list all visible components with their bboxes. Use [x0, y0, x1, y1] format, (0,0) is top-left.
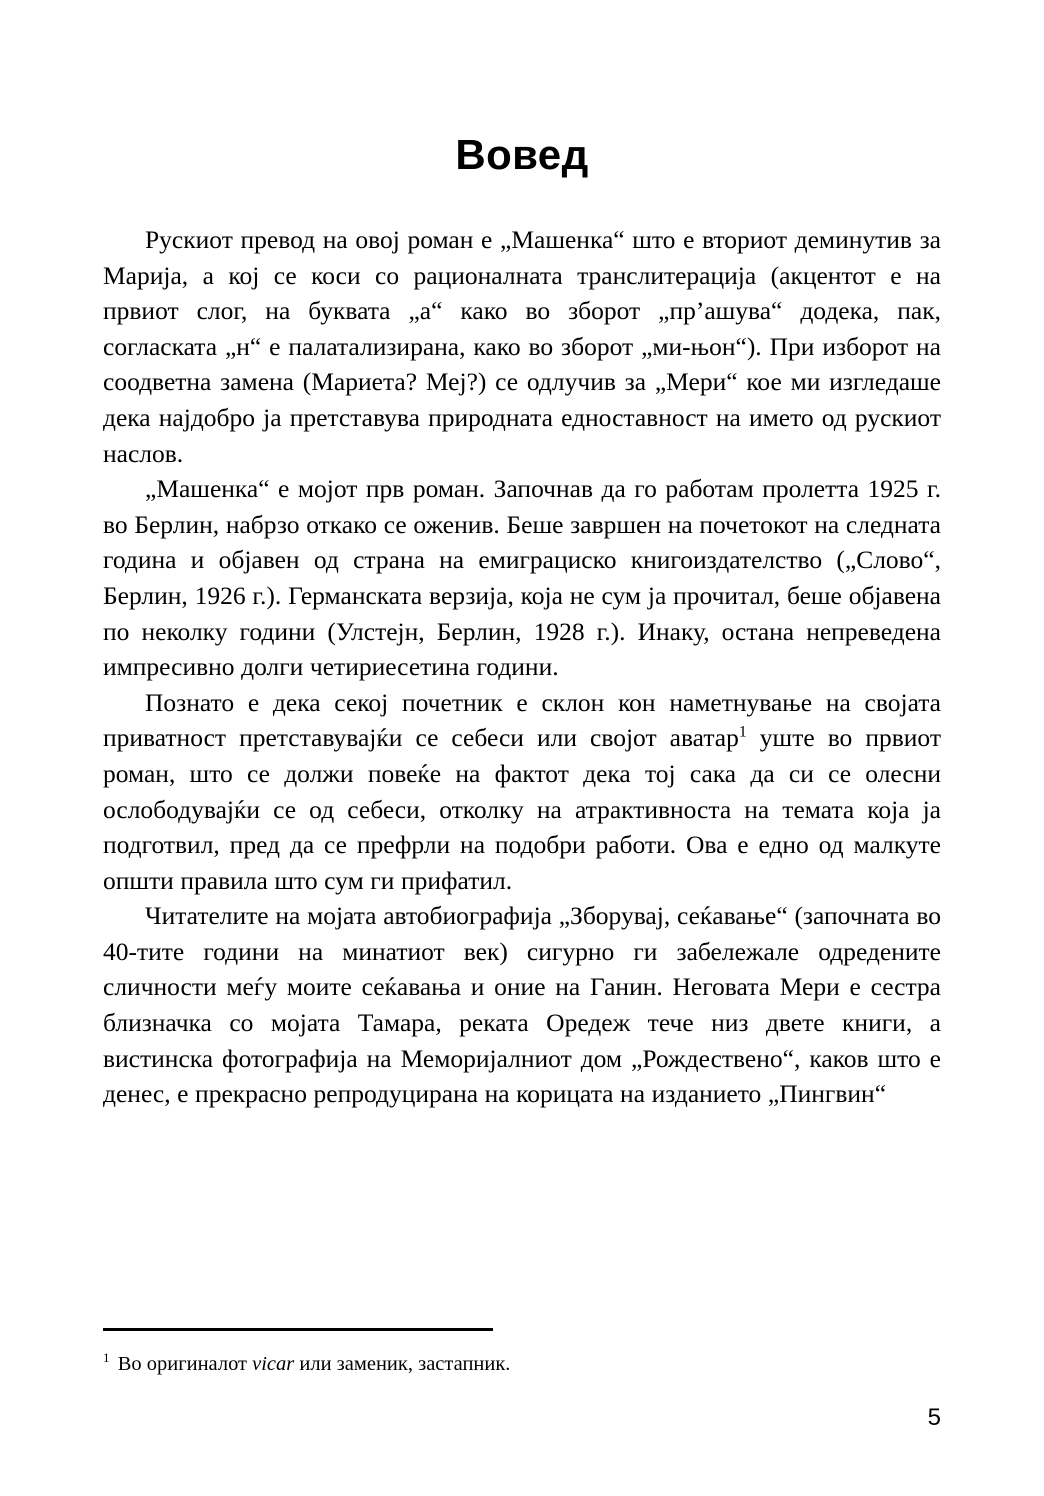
footnote-separator-rule — [103, 1328, 493, 1331]
footnote-text-before-italic: Во оригиналот — [112, 1353, 253, 1375]
paragraph-3 — [103, 685, 941, 899]
paragraph-2: „Машенка“ е мојот прв роман. Започнав да го работам пролетта 1925 г. во Берлин, набрзо откако се оженив. Беше завршен на почетокот на следната година и објавен од страна на емиграциско книгоиздателство („Слово“, Берлин, 1926 г.). Германската верзија, која не сум ја прочитал, беше објавена по неколку години (Улстејн, Берлин, 1928 г.). Инаку, остана непреведена импресивно долги четириесетина години. — [103, 474, 941, 682]
paragraph-3-text-after-footnote: уште во првиот роман, што се должи повеќе на фактот дека тој сака да си се олесни ослободувајќи се од себеси, отколку на атрактивноста на темата која ја подготвил, пред да се префрли на подобри работи. Ова е едно од малкуте општи правила што сум ги прифатил. — [103, 723, 941, 895]
footnote-reference-marker[interactable]: 1 — [738, 723, 747, 741]
footnote-italic-term: vicar — [252, 1353, 295, 1375]
paragraph-3-text-before-footnote: Познато е дека секој почетник е склон кон наметнување на својата приватност претставувајќи се себеси или својот аватар — [103, 687, 941, 753]
footnote-text-after-italic: или заменик, застапник. — [294, 1353, 511, 1375]
body-text-block — [103, 222, 941, 1112]
paragraph-1: Рускиот превод на овој роман е „Машенка“ што е вториот деминутив за Марија, а кој се коси со рационалната транслитерација (акцентот е на првиот слог, на буквата „а“ како во зборот „пр’ашува“ додека, пак, согласката „н“ е палатализирана, како во зборот „ми-њон“). При изборот на соодветна замена (Мариета? Меј?) се одлучив за „Мери“ кое ми изгледаше дека најдобро ја претставува природната едноставност на името од рускиот наслов. — [103, 225, 941, 468]
page-number: 5 — [927, 1404, 941, 1431]
page-title: Вовед — [455, 131, 589, 179]
footnote — [103, 1351, 941, 1378]
paragraph-4: Читателите на мојата автобиографија „Зборувај, сеќавање“ (започната во 40-тите години на минатиот век) сигурно ги забележале одредените сличности меѓу моите сеќавања и оние на Ганин. Неговата Мери е сестра близначка со мојата Тамара, реката Оредеж тече низ двете книги, а вистинска фотографија на Меморијалниот дом „Рождествено“, каков што е денес, е прекрасно репродуцирана на корицата на изданието „Пингвин“ — [103, 901, 941, 1109]
footnote-marker: 1 — [103, 1350, 110, 1366]
